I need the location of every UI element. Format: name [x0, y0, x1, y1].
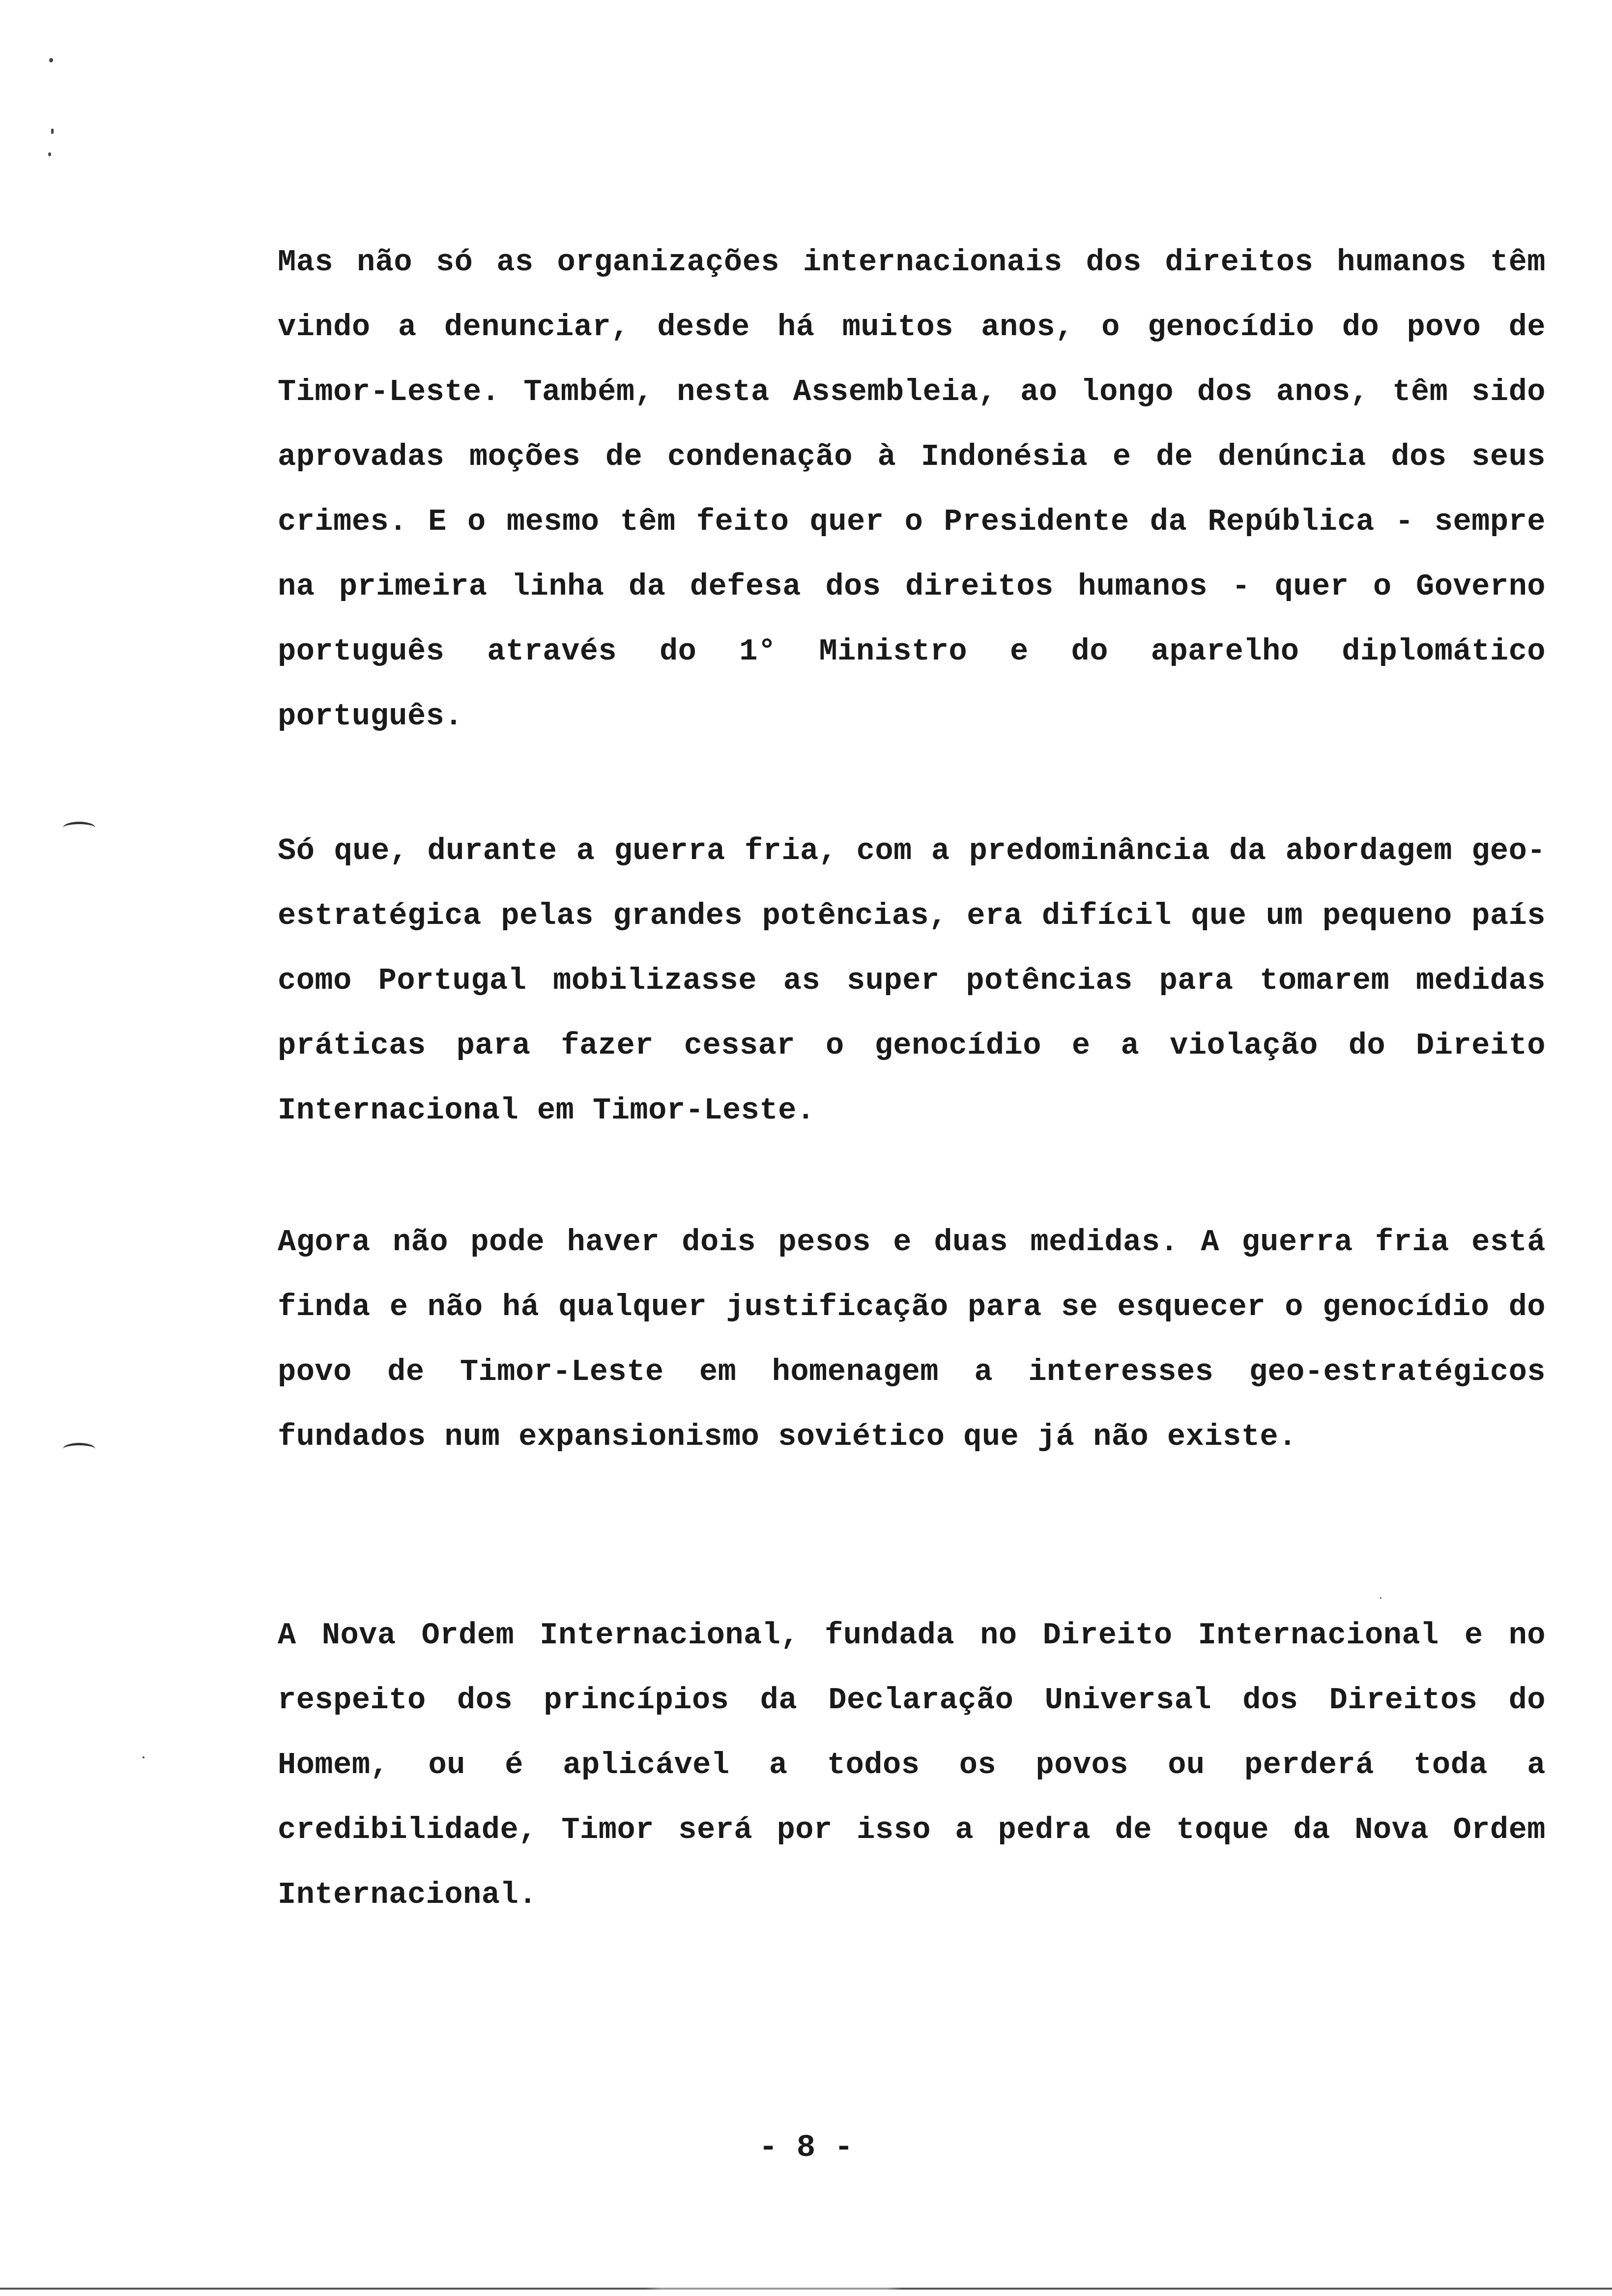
- punch-hole-mark: [63, 1443, 95, 1455]
- scan-speck: [49, 58, 53, 62]
- paragraph-3: Agora não pode haver dois pesos e duas medidas. A guerra fria está finda e não há qualquer justificação para se esquecer o genocídio do povo de Timor-Leste em homenagem a interesses geo-estratégicos fundados num expansionismo soviético que já não existe.: [278, 1225, 1546, 1454]
- scan-speck: [1380, 1597, 1382, 1599]
- scan-speck: [48, 152, 51, 156]
- bottom-edge-line: [0, 2288, 1612, 2290]
- paragraph-2: Só que, durante a guerra fria, com a predominância da abordagem geo-estratégica pelas grandes potências, era difícil que um pequeno país como Portugal mobilizasse as super potências para tomarem medidas práticas para fazer cessar o genocídio e a violação do Direito Internacional em Timor-Leste.: [278, 833, 1546, 1128]
- paragraph-1: Mas não só as organizações internacionais dos direitos humanos têm vindo a denunciar, desde há muitos anos, o genocídio do povo de Timor-Leste. Também, nesta Assembleia, ao longo dos anos, têm sido aprovadas moções de condenação à Indonésia e de denúncia dos seus crimes. E o mesmo têm feito quer o Presidente da República - sempre na primeira linha da defesa dos direitos humanos - quer o Governo português através do 1° Ministro e do aparelho diplomático português.: [278, 245, 1546, 734]
- punch-hole-mark: [63, 822, 95, 834]
- scan-speck: [143, 1756, 144, 1758]
- paragraph-4: A Nova Ordem Internacional, fundada no Direito Internacional e no respeito dos princípios da Declaração Universal dos Direitos do Homem, ou é aplicável a todos os povos ou perderá toda a credibilidade, Timor será por isso a pedra de toque da Nova Ordem Internacional.: [278, 1618, 1546, 1912]
- page-number: - 8 -: [758, 2130, 854, 2166]
- scan-speck: [51, 129, 54, 134]
